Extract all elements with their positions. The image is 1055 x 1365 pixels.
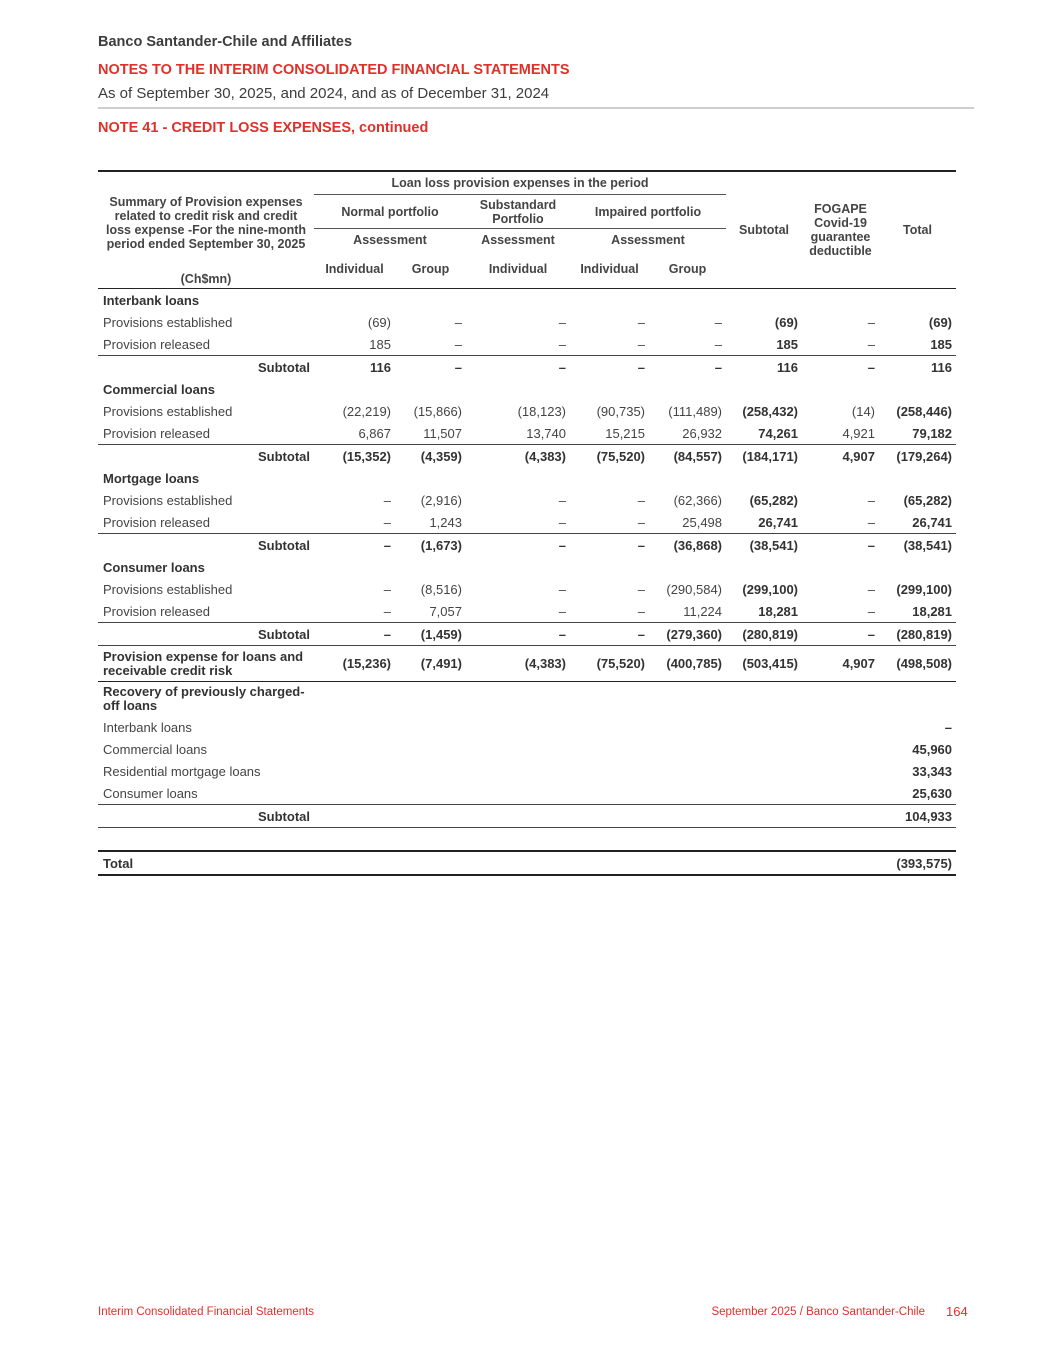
section-title-row (98, 378, 956, 400)
value-cell: 15,215 (605, 425, 645, 441)
recovery-value: 25,630 (912, 785, 953, 801)
value-cell: 79,182 (912, 425, 953, 441)
subtotal-row (98, 534, 956, 557)
grand-total-label: Total (98, 851, 314, 875)
section-title: Mortgage loans (103, 470, 200, 486)
subtotal-cell: – (802, 534, 879, 557)
value-cell: – (714, 314, 723, 330)
value-cell: – (867, 492, 876, 508)
value-cell: (62,366) (673, 492, 723, 508)
value-cell: – (867, 336, 876, 352)
value-cell: (18,123) (517, 403, 566, 419)
subtotal-cell: – (395, 356, 466, 379)
empty-cell (395, 805, 466, 828)
recovery-label: Consumer loans (103, 785, 198, 801)
value-cell: (299,100) (896, 581, 953, 597)
recovery-label: Commercial loans (103, 741, 208, 757)
normal-portfolio-header: Normal portfolio (314, 195, 466, 229)
value-cell: – (558, 492, 566, 508)
grand-total-row (98, 851, 956, 875)
empty-cell (726, 851, 802, 875)
empty-cell (726, 760, 802, 782)
value-cell: – (637, 581, 645, 597)
subtotal-cell: (1,673) (395, 534, 466, 557)
row-label: Provision released (103, 603, 210, 619)
substandard-assessment: Assessment (481, 232, 555, 247)
value-cell: (69) (928, 314, 953, 330)
value-cell: (90,735) (596, 403, 645, 419)
value-cell: 26,741 (912, 514, 953, 530)
recovery-subtotal-value: 104,933 (879, 805, 956, 828)
value-cell: – (558, 336, 566, 352)
table-row (98, 400, 956, 422)
credit-loss-table (98, 170, 956, 876)
subtotal-cell: (280,819) (726, 623, 802, 646)
value-cell: (258,446) (896, 403, 953, 419)
empty-cell (314, 851, 395, 875)
empty-cell (802, 782, 879, 805)
recovery-label: Residential mortgage loans (103, 763, 261, 779)
empty-cell (395, 760, 466, 782)
section-title-row (98, 556, 956, 578)
row-label: Provisions established (103, 581, 233, 597)
row-label: Provision released (103, 425, 210, 441)
empty-cell (395, 782, 466, 805)
recovery-row (98, 782, 956, 805)
value-cell: – (637, 492, 645, 508)
col-impaired-individual: Individual (580, 262, 639, 277)
recovery-title-row (98, 682, 956, 717)
subtotal-cell: 116 (726, 356, 802, 379)
subtotal-cell: 116 (314, 356, 395, 379)
subtotal-label: Subtotal (98, 534, 314, 557)
subtotal-row (98, 356, 956, 379)
unit-label: (Ch$mn) (180, 272, 232, 286)
table-row (98, 333, 956, 356)
subtotal-cell: (4,359) (395, 445, 466, 468)
empty-cell (879, 828, 956, 852)
empty-cell (726, 738, 802, 760)
section-title: Interbank loans (98, 289, 956, 312)
value-cell: 7,057 (429, 603, 462, 619)
empty-cell (649, 716, 726, 738)
value-cell: (290,584) (666, 581, 723, 597)
provision-expense-cell: (75,520) (570, 646, 649, 682)
subtotal-cell: – (466, 534, 570, 557)
recovery-subtotal-label: Subtotal (98, 805, 314, 828)
value-cell: 185 (930, 336, 953, 352)
provision-expense-cell: (400,785) (649, 646, 726, 682)
value-cell: – (558, 314, 566, 330)
subtotal-cell: – (570, 623, 649, 646)
subtotal-cell: – (570, 534, 649, 557)
col-subtotal: Subtotal (726, 171, 802, 289)
section-title-row (98, 289, 956, 312)
subtotal-cell: (280,819) (879, 623, 956, 646)
empty-cell (466, 760, 570, 782)
subtotal-row (98, 445, 956, 468)
empty-cell (570, 760, 649, 782)
empty-cell (802, 738, 879, 760)
empty-cell (570, 716, 649, 738)
empty-cell (570, 851, 649, 875)
subtotal-cell: (75,520) (570, 445, 649, 468)
value-cell: 185 (776, 336, 799, 352)
value-cell: 18,281 (912, 603, 953, 619)
subtotal-cell: (38,541) (879, 534, 956, 557)
subtotal-label: Subtotal (98, 445, 314, 468)
empty-cell (466, 828, 570, 852)
recovery-value: – (944, 719, 953, 735)
value-cell: – (637, 514, 645, 530)
empty-cell (802, 716, 879, 738)
grand-total-value: (393,575) (879, 851, 956, 875)
empty-cell (649, 851, 726, 875)
col-normal-individual: Individual (325, 262, 384, 277)
value-cell: – (454, 336, 462, 352)
section-title: Commercial loans (103, 381, 215, 397)
footer-left: Interim Consolidated Financial Statements (98, 1306, 315, 1318)
recovery-subtotal-row (98, 805, 956, 828)
table-row (98, 422, 956, 445)
footer-right: September 2025 / Banco Santander-Chile (711, 1306, 925, 1318)
subtotal-cell: – (466, 356, 570, 379)
row-label: Provisions established (103, 403, 233, 419)
value-cell: 26,932 (682, 425, 723, 441)
value-cell: 11,507 (423, 425, 462, 441)
empty-cell (466, 716, 570, 738)
provision-expense-cell: (15,236) (314, 646, 395, 682)
subtotal-cell: (179,264) (879, 445, 956, 468)
subtotal-row (98, 623, 956, 646)
empty-cell (314, 782, 395, 805)
date-line: As of September 30, 2025, and 2024, and as of December 31, 2024 (98, 85, 550, 102)
empty-cell (570, 828, 649, 852)
value-cell: 1,243 (429, 514, 462, 530)
value-cell: 11,224 (683, 603, 723, 619)
value-cell: (69) (774, 314, 799, 330)
value-cell: (8,516) (420, 581, 462, 597)
empty-cell (466, 782, 570, 805)
col-total: Total (879, 171, 956, 289)
value-cell: (22,219) (342, 403, 391, 419)
value-cell: (14) (851, 403, 876, 419)
normal-assessment: Assessment (353, 232, 427, 247)
empty-cell (726, 828, 802, 852)
value-cell: – (558, 603, 566, 619)
table-row (98, 578, 956, 600)
recovery-row (98, 738, 956, 760)
value-cell: – (867, 581, 876, 597)
empty-cell (570, 782, 649, 805)
provision-expense-cell: (4,383) (466, 646, 570, 682)
value-cell: – (637, 603, 645, 619)
empty-cell (726, 716, 802, 738)
subtotal-cell: – (802, 356, 879, 379)
empty-cell (802, 805, 879, 828)
recovery-title: Recovery of previously charged-off loans (98, 682, 956, 717)
provision-expense-cell: (503,415) (726, 646, 802, 682)
row-label: Provisions established (103, 314, 233, 330)
value-cell: 6,867 (358, 425, 391, 441)
page-number: 164 (946, 1304, 968, 1319)
subtotal-cell: (15,352) (314, 445, 395, 468)
table-body (98, 289, 956, 876)
recovery-value: 33,343 (912, 763, 953, 779)
subtotal-cell: – (466, 623, 570, 646)
notes-title: NOTES TO THE INTERIM CONSOLIDATED FINANCIAL STATEMENTS (98, 62, 570, 78)
row-label: Provision released (103, 336, 210, 352)
recovery-row (98, 716, 956, 738)
table-row (98, 511, 956, 534)
empty-cell (649, 738, 726, 760)
section-title-row (98, 467, 956, 489)
empty-cell (466, 805, 570, 828)
table-row (98, 600, 956, 623)
group-header: Loan loss provision expenses in the period (314, 171, 726, 195)
subtotal-cell: – (570, 356, 649, 379)
company-name: Banco Santander-Chile and Affiliates (98, 34, 353, 50)
value-cell: – (714, 336, 723, 352)
empty-cell (314, 805, 395, 828)
subtotal-cell: 116 (879, 356, 956, 379)
empty-cell (570, 738, 649, 760)
col-substandard-individual: Individual (488, 262, 548, 277)
empty-cell (395, 828, 466, 852)
subtotal-label: Subtotal (98, 623, 314, 646)
table-header (98, 171, 956, 289)
subtotal-cell: (279,360) (649, 623, 726, 646)
table-row (98, 311, 956, 333)
empty-cell (314, 716, 395, 738)
empty-cell (649, 805, 726, 828)
empty-cell (314, 760, 395, 782)
value-cell: – (383, 492, 391, 508)
empty-cell (649, 760, 726, 782)
provision-expense-cell: 4,907 (802, 646, 879, 682)
subtotal-cell: – (649, 356, 726, 379)
summary-label: Summary of Provision expenses related to credit risk and credit loss expense -For the nine-month period ended September 30, 2025 (98, 171, 314, 251)
value-cell: (2,916) (420, 492, 462, 508)
value-cell: – (383, 603, 391, 619)
subtotal-cell: (1,459) (395, 623, 466, 646)
empty-cell (314, 738, 395, 760)
value-cell: – (867, 603, 876, 619)
value-cell: 18,281 (758, 603, 799, 619)
value-cell: – (383, 581, 391, 597)
substandard-portfolio-header: Substandard Portfolio (466, 195, 570, 229)
row-label: Provisions established (103, 492, 233, 508)
subtotal-cell: – (802, 623, 879, 646)
empty-cell (395, 738, 466, 760)
empty-cell (314, 828, 395, 852)
subtotal-cell: – (314, 623, 395, 646)
value-cell: – (637, 314, 645, 330)
col-normal-group: Group (411, 262, 450, 277)
provision-expense-cell: (7,491) (395, 646, 466, 682)
empty-cell (466, 738, 570, 760)
subtotal-cell: (84,557) (649, 445, 726, 468)
subtotal-cell: (4,383) (466, 445, 570, 468)
value-cell: (111,489) (668, 403, 723, 419)
note-title: NOTE 41 - CREDIT LOSS EXPENSES, continued (98, 120, 429, 136)
col-impaired-group: Group (668, 262, 707, 277)
section-title: Consumer loans (103, 559, 205, 575)
subtotal-cell: – (314, 534, 395, 557)
value-cell: – (867, 314, 876, 330)
value-cell: (15,866) (413, 403, 462, 419)
table-row (98, 489, 956, 511)
subtotal-cell: (38,541) (726, 534, 802, 557)
value-cell: (69) (367, 314, 391, 330)
subtotal-label: Subtotal (98, 356, 314, 379)
empty-cell (466, 851, 570, 875)
value-cell: 13,740 (526, 425, 566, 441)
value-cell: 25,498 (682, 514, 723, 530)
empty-cell (726, 782, 802, 805)
value-cell: 4,921 (842, 425, 876, 441)
value-cell: 185 (369, 336, 391, 352)
empty-cell (570, 805, 649, 828)
empty-cell (395, 716, 466, 738)
recovery-label: Interbank loans (103, 719, 192, 735)
value-cell: – (383, 514, 391, 530)
subtotal-cell: 4,907 (802, 445, 879, 468)
value-cell: 26,741 (758, 514, 799, 530)
empty-cell (649, 782, 726, 805)
empty-cell (98, 828, 314, 852)
impaired-portfolio-header: Impaired portfolio (570, 195, 726, 229)
col-fogape: FOGAPE Covid-19 guarantee deductible (802, 171, 879, 289)
subtotal-cell: (36,868) (649, 534, 726, 557)
empty-cell (726, 805, 802, 828)
value-cell: – (558, 514, 566, 530)
recovery-value: 45,960 (912, 741, 953, 757)
value-cell: (299,100) (742, 581, 799, 597)
empty-cell (802, 851, 879, 875)
provision-expense-label: Provision expense for loans and receivable credit risk (98, 646, 314, 682)
value-cell: (258,432) (742, 403, 799, 419)
value-cell: – (454, 314, 462, 330)
impaired-assessment: Assessment (611, 232, 685, 247)
header-divider (98, 107, 974, 109)
empty-cell (802, 828, 879, 852)
value-cell: (65,282) (903, 492, 953, 508)
empty-cell (649, 828, 726, 852)
value-cell: 74,261 (758, 425, 799, 441)
empty-cell (802, 760, 879, 782)
provision-expense-row (98, 646, 956, 682)
value-cell: – (867, 514, 876, 530)
subtotal-cell: (184,171) (726, 445, 802, 468)
row-label: Provision released (103, 514, 210, 530)
value-cell: – (637, 336, 645, 352)
provision-expense-cell: (498,508) (879, 646, 956, 682)
empty-cell (395, 851, 466, 875)
recovery-row (98, 760, 956, 782)
value-cell: – (558, 581, 566, 597)
spacer-row (98, 828, 956, 852)
value-cell: (65,282) (749, 492, 799, 508)
